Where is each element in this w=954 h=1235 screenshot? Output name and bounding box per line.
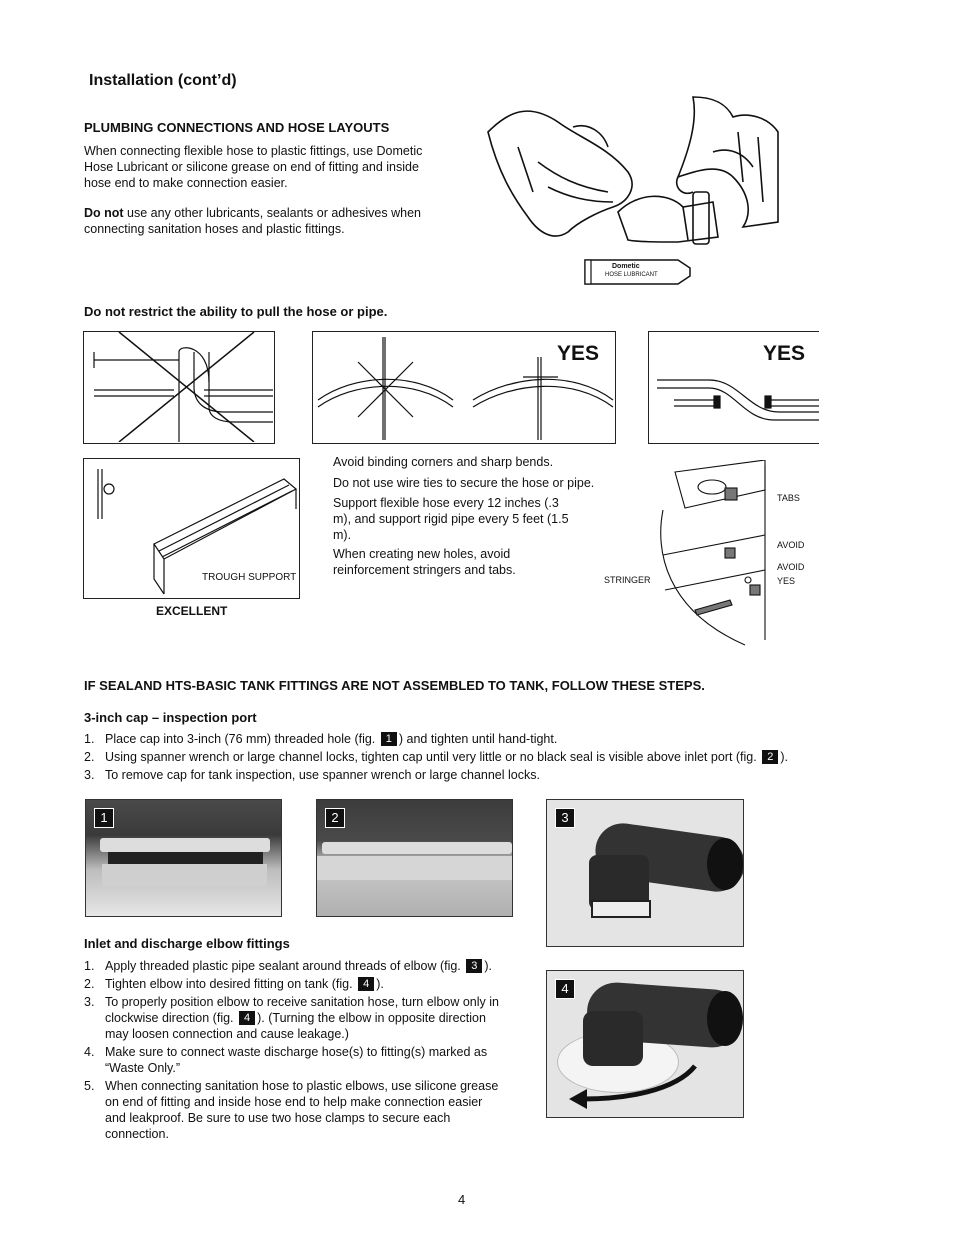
elbow-step: 1. Apply threaded plastic pipe sealant around threads of elbow (fig. 3 ). bbox=[84, 959, 493, 973]
elbow-steps-list bbox=[84, 958, 504, 1144]
label-yes: YES bbox=[777, 576, 796, 586]
fig-badge: 1 bbox=[381, 732, 397, 746]
elbow-step: 5. When connecting sanitation hose to plastic elbows, use silicone grease on end of fitting and inside hose end to help make connection easier and leakproof. Be sure to use two hose clamps to secure each connection. bbox=[84, 1079, 499, 1141]
fig-badge: 4 bbox=[358, 977, 374, 991]
plumbing-heading: PLUMBING CONNECTIONS AND HOSE LAYOUTS bbox=[84, 120, 390, 135]
elbow-step: 4. Make sure to connect waste discharge hose(s) to fitting(s) marked as “Waste Only.” bbox=[84, 1045, 488, 1075]
tip-2: Do not use wire ties to secure the hose or pipe. bbox=[333, 476, 595, 490]
label-avoid-2: AVOID bbox=[777, 562, 805, 572]
clockwise-arrow-icon bbox=[565, 1061, 705, 1116]
photo-figure-4 bbox=[546, 970, 744, 1118]
photo-badge-3: 3 bbox=[555, 808, 575, 828]
hands-connecting-hose-illustration bbox=[478, 92, 788, 292]
crossed-bend-illustration bbox=[84, 332, 273, 442]
label-avoid-1: AVOID bbox=[777, 540, 805, 550]
yes-label-2: YES bbox=[763, 342, 806, 365]
yes-label-1: YES bbox=[557, 342, 600, 365]
tip-3: Support flexible hose every 12 inches (.3 m), and support rigid pipe every 5 feet (1.5 m). bbox=[333, 496, 569, 542]
gentle-bend-diagram bbox=[648, 331, 819, 444]
photo-badge-1: 1 bbox=[94, 808, 114, 828]
elbow-step: 2. Tighten elbow into desired fitting on tank (fig. 4 ). bbox=[84, 977, 384, 991]
tube-label: HOSE LUBRICANT bbox=[605, 272, 658, 278]
fig-badge: 3 bbox=[466, 959, 482, 973]
trough-support-diagram bbox=[83, 458, 300, 599]
tip-1: Avoid binding corners and sharp bends. bbox=[333, 455, 554, 469]
cap-heading: 3-inch cap – inspection port bbox=[84, 710, 257, 725]
restrict-heading: Do not restrict the ability to pull the hose or pipe. bbox=[84, 304, 388, 319]
cap-step: 3. To remove cap for tank inspection, use spanner wrench or large channel locks. bbox=[84, 768, 540, 782]
elbow-step: 3. To properly position elbow to receive sanitation hose, turn elbow only in clockwise direction (fig. 4 ). (Turning the elbow in opposite direction may loosen connection and cause leakage.) bbox=[84, 995, 499, 1041]
fig-badge: 4 bbox=[239, 1011, 255, 1025]
photo-badge-2: 2 bbox=[325, 808, 345, 828]
sealand-heading: IF SEALAND HTS-BASIC TANK FITTINGS ARE NOT ASSEMBLED TO TANK, FOLLOW THESE STEPS. bbox=[84, 678, 705, 693]
tip-4: When creating new holes, avoid reinforcement stringers and tabs. bbox=[333, 547, 516, 577]
photo-badge-4: 4 bbox=[555, 979, 575, 999]
plumbing-paragraph-2-rest: use any other lubricants, sealants or adhesives when connecting sanitation hoses and plastic fittings. bbox=[84, 206, 421, 236]
plumbing-paragraph-1: When connecting flexible hose to plastic fittings, use Dometic Hose Lubricant or silicone grease on end of fitting and inside hose end to make connection easier. bbox=[84, 144, 423, 190]
photo-figure-1 bbox=[85, 799, 282, 917]
fig-badge: 2 bbox=[762, 750, 778, 764]
bad-bend-diagram bbox=[83, 331, 275, 444]
plumbing-paragraph-2 bbox=[84, 205, 444, 237]
page-title: Installation (cont’d) bbox=[89, 72, 237, 89]
photo-figure-2 bbox=[316, 799, 513, 917]
cap-step: 2. Using spanner wrench or large channel locks, tighten cap until very little or no black seal is visible above inlet port (fig. 2 ). bbox=[84, 750, 788, 764]
tank-stringer-illustration bbox=[655, 460, 795, 650]
label-tabs: TABS bbox=[777, 493, 800, 503]
curve-support-diagram bbox=[312, 331, 616, 444]
cap-steps-list bbox=[84, 731, 844, 785]
photo-figure-3 bbox=[546, 799, 744, 947]
elbow-heading: Inlet and discharge elbow fittings bbox=[84, 936, 290, 951]
tube-brand: Dometic bbox=[612, 263, 640, 270]
excellent-caption: EXCELLENT bbox=[156, 604, 228, 618]
cap-step: 1. Place cap into 3-inch (76 mm) threaded hole (fig. 1 ) and tighten until hand-tight. bbox=[84, 732, 558, 746]
do-not-emphasis: Do not bbox=[84, 206, 124, 220]
trough-label: TROUGH SUPPORT bbox=[202, 572, 297, 583]
page-number: 4 bbox=[458, 1192, 466, 1207]
label-stringer: STRINGER bbox=[604, 575, 651, 585]
